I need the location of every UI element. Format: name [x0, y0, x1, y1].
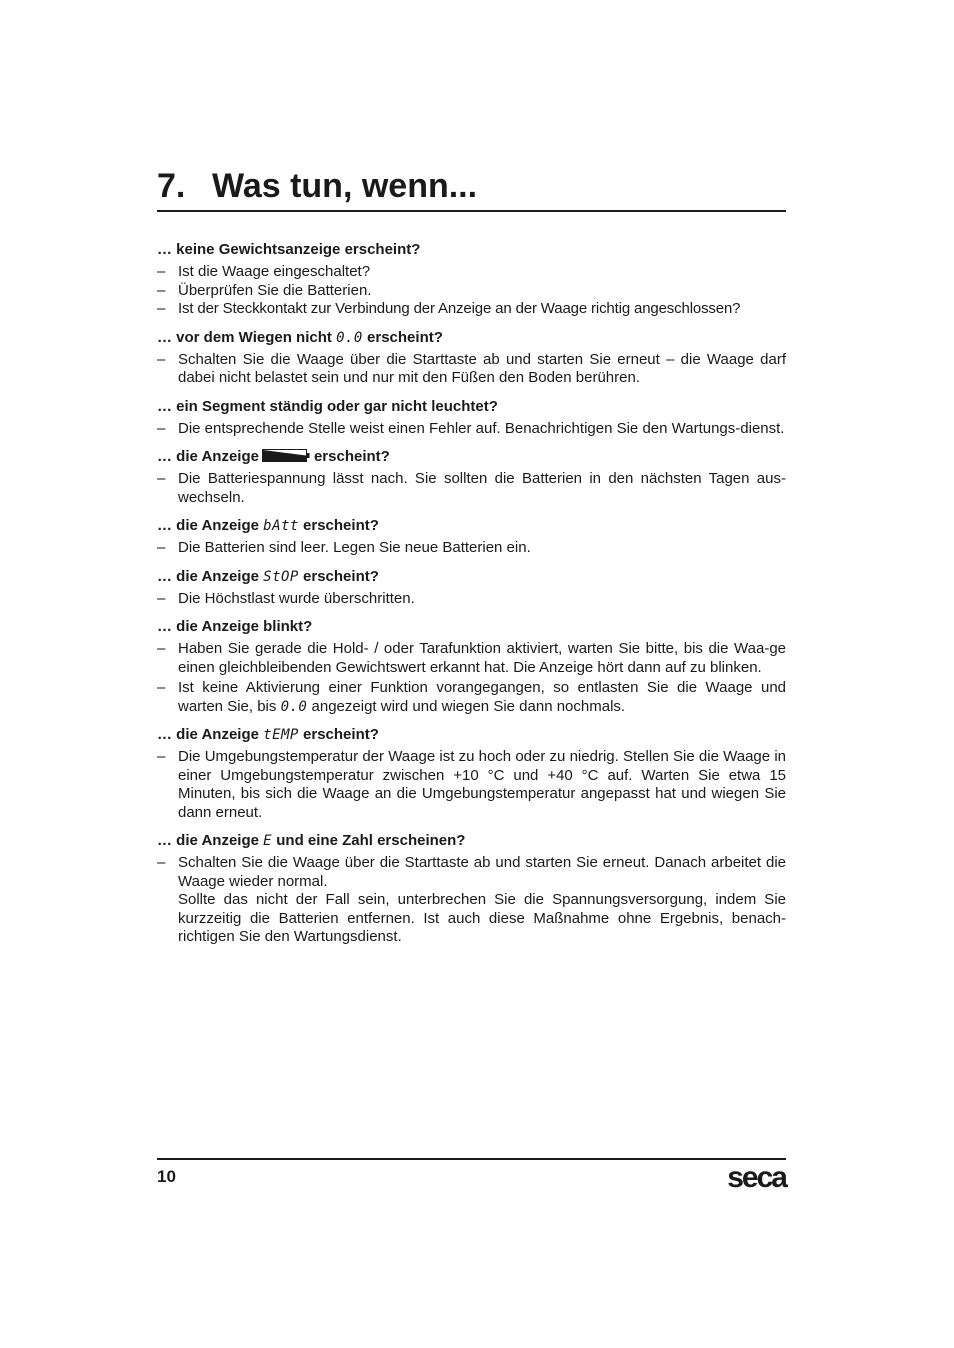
list-item: – Ist der Steckkontakt zur Verbindung der Anzeige an der Waage richtig angeschlossen?: [157, 300, 741, 317]
page-number: 10: [157, 1167, 176, 1186]
list-item: – Die Batteriespannung lässt nach. Sie sollten die Batterien in den nächsten Tagen aus-wechseln.: [157, 470, 786, 506]
answer-list: [157, 470, 786, 507]
display-readout: tEMP: [263, 727, 299, 743]
question-heading: … ein Segment ständig oder gar nicht leuchtet?: [157, 397, 498, 415]
answer-list: [157, 640, 786, 716]
question-heading: … die Anzeige bAtt erscheint?: [157, 517, 379, 534]
list-item: – Die Höchstlast wurde überschritten.: [157, 589, 415, 607]
list-item: – Die Batterien sind leer. Legen Sie neue Batterien ein.: [157, 539, 531, 556]
answer-list: [157, 351, 786, 388]
footer-divider: [157, 1158, 786, 1160]
answer-list: [157, 420, 786, 439]
question-heading: … vor dem Wiegen nicht 0.0 erscheint?: [157, 328, 443, 346]
display-readout: E: [263, 833, 273, 849]
list-item: – Schalten Sie die Waage über die Starttaste ab und starten Sie erneut. Danach arbeitet die Waage wieder normal. Sollte das nicht der Fall sein, unterbrechen Sie die Spannungsversorgung, indem Sie kurzzeitig die Batterien entfernen. Ist auch diese Maßnahme ohne Ergebnis, benach-richtigen Sie den Wartungsdienst.: [157, 854, 786, 945]
question-heading: … die Anzeige blinkt?: [157, 618, 313, 635]
answer-list: [157, 539, 786, 558]
display-readout: 0.0: [336, 329, 363, 346]
list-item: – Haben Sie gerade die Hold- / oder Tarafunktion aktiviert, warten Sie bitte, bis die Waa-ge einen gleichbleibenden Gewichtswert erkannt hat. Die Anzeige hört dann auf zu blinken.: [157, 640, 786, 676]
list-item: – Ist keine Aktivierung einer Funktion vorangegangen, so entlasten Sie die Waage und warten Sie, bis 0.0 angezeigt wird und wiegen Sie dann nochmals.: [157, 679, 786, 715]
display-readout: bAtt: [263, 518, 299, 534]
section-heading: [157, 162, 786, 212]
display-readout: 0.0: [280, 698, 308, 715]
section-number: 7.: [157, 167, 186, 205]
troubleshooting-list: [157, 240, 786, 956]
list-item: – Ist die Waage eingeschaltet?: [157, 263, 371, 280]
brand-logo: seca: [727, 1161, 786, 1194]
list-item: – Die entsprechende Stelle weist einen Fehler auf. Benachrichtigen Sie den Wartungs-dienst.: [157, 419, 785, 437]
question-heading: … die Anzeige StOP erscheint?: [157, 567, 379, 585]
list-item: – Schalten Sie die Waage über die Starttaste ab und starten Sie erneut – die Waage darf dabei nicht belastet sein und nur mit den Füßen den Boden berühren.: [157, 350, 786, 386]
page-title: Was tun, wenn...: [212, 167, 478, 205]
answer-list: [157, 854, 786, 947]
list-item: – Die Umgebungstemperatur der Waage ist zu hoch oder zu niedrig. Stellen Sie die Waage in einer Umgebungstemperatur zwischen +10 °C und +40 °C auf. Warten Sie etwa 15 Minuten, bis sich die Waage an die Umgebungstemperatur angepasst hat und wiegen Sie dann erneut.: [157, 748, 786, 821]
list-item: – Überprüfen Sie die Batterien.: [157, 281, 372, 299]
question-heading: … die Anzeige E und eine Zahl erscheinen?: [157, 832, 466, 849]
answer-list: [157, 748, 786, 822]
question-heading: … die Anzeige tEMP erscheint?: [157, 726, 379, 743]
display-readout: StOP: [263, 568, 299, 585]
question-heading: … keine Gewichtsanzeige erscheint?: [157, 241, 421, 258]
answer-list: [157, 590, 786, 609]
answer-list: [157, 263, 786, 319]
low-battery-icon: [262, 449, 310, 462]
question-heading: … die Anzeige erscheint?: [157, 448, 390, 465]
